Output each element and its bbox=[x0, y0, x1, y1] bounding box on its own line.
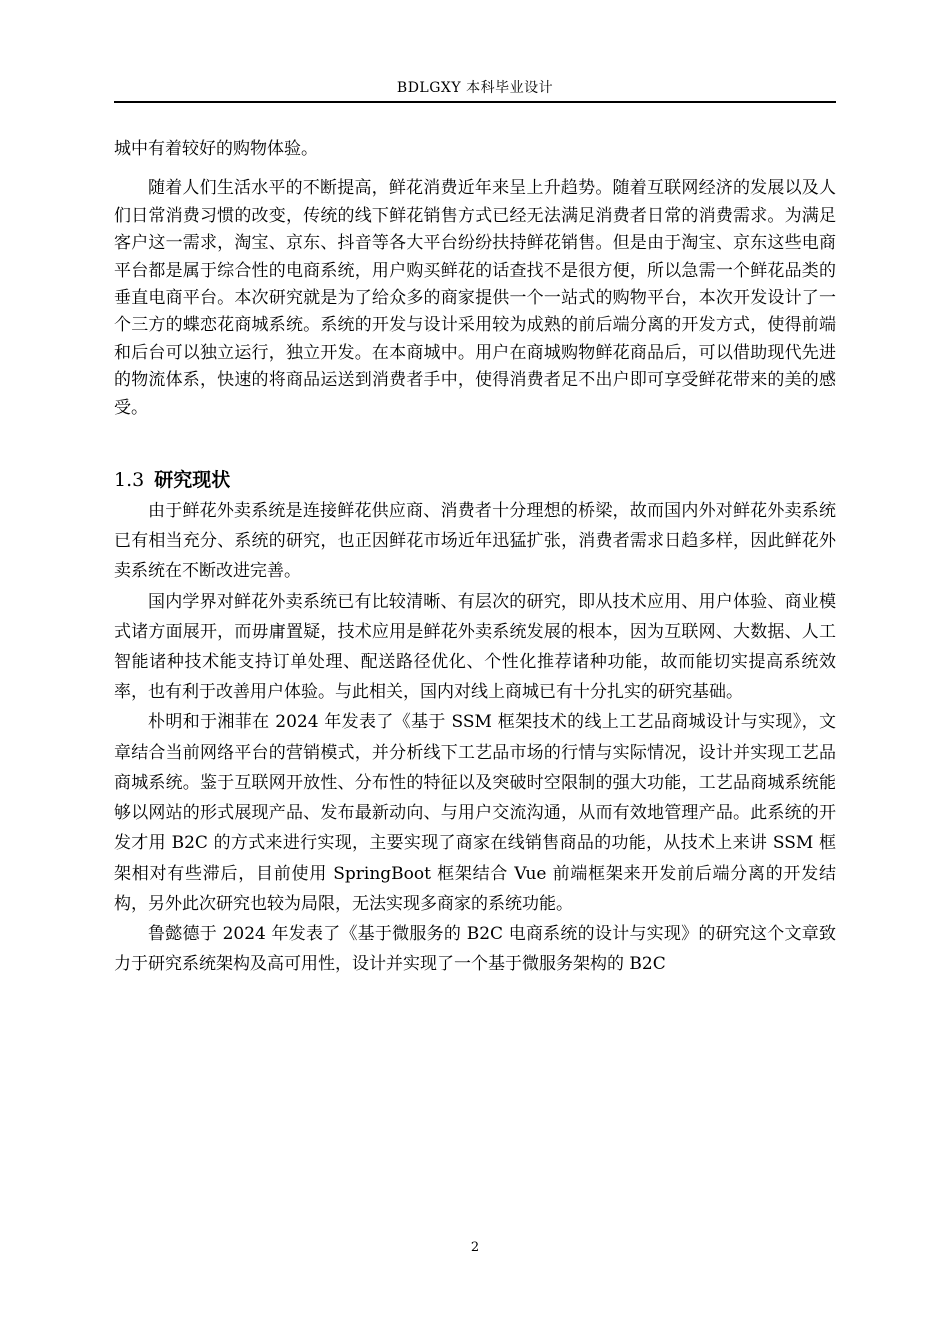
header-rule bbox=[114, 101, 836, 103]
paragraph: 朴明和于湘菲在 2024 年发表了《基于 SSM 框架技术的线上工艺品商城设计与实现》，文章结合当前网络平台的营销模式，并分析线下工艺品市场的行情与实际情况，设计并实现工艺品商城系统。鉴于互联网开放性、分布性的特征以及突破时空限制的强大功能，工艺品商城系统能够以网站的形式展现产品、发布最新动向、与用户交流沟通，从而有效地管理产品。此系统的开发才用 B2C 的方式来进行实现，主要实现了商家在线销售商品的功能，从技术上来讲 SSM 框架相对有些滞后，目前使用 SpringBoot 框架结合 Vue 前端框架来开发前后端分离的开发结构，另外此次研究也较为局限，无法实现多商家的系统功能。 bbox=[114, 712, 836, 914]
page-number: 2 bbox=[470, 1240, 480, 1255]
paragraph: 城中有着较好的购物体验。 bbox=[114, 139, 318, 159]
section-title: 研究现状 bbox=[154, 469, 231, 492]
section-heading bbox=[114, 468, 836, 496]
section-number: 1.3 bbox=[114, 469, 145, 492]
paragraph: 国内学界对鲜花外卖系统已有比较清晰、有层次的研究，即从技术应用、用户体验、商业模式诸方面展开，而毋庸置疑，技术应用是鲜花外卖系统发展的根本，因为互联网、大数据、人工智能诸种技术能支持订单处理、配送路径优化、个性化推荐诸种功能，故而能切实提高系统效率，也有利于改善用户体验。与此相关，国内对线上商城已有十分扎实的研究基础。 bbox=[114, 591, 836, 703]
paragraph: 由于鲜花外卖系统是连接鲜花供应商、消费者十分理想的桥梁，故而国内外对鲜花外卖系统已有相当充分、系统的研究，也正因鲜花市场近年迅猛扩张，消费者需求日趋多样，因此鲜花外卖系统在不断改进完善。 bbox=[114, 501, 836, 582]
running-header: BDLGXY 本科毕业设计 bbox=[396, 80, 554, 96]
paragraph: 随着人们生活水平的不断提高，鲜花消费近年来呈上升趋势。随着互联网经济的发展以及人们日常消费习惯的改变，传统的线下鲜花销售方式已经无法满足消费者日常的消费需求。为满足客户这一需求，淘宝、京东、抖音等各大平台纷纷扶持鲜花销售。但是由于淘宝、京东这些电商平台都是属于综合性的电商系统，用户购买鲜花的话查找不是很方便，所以急需一个鲜花品类的垂直电商平台。本次研究就是为了给众多的商家提供一个一站式的购物平台，本次开发设计了一个三方的蝶恋花商城系统。系统的开发与设计采用较为成熟的前后端分离的开发方式，使得前端和后台可以独立运行，独立开发。在本商城中。用户在商城购物鲜花商品后，可以借助现代先进的物流体系，快速的将商品运送到消费者手中，使得消费者足不出户即可享受鲜花带来的美的感受。 bbox=[114, 178, 836, 418]
body-text bbox=[114, 136, 836, 979]
paragraph: 鲁懿德于 2024 年发表了《基于微服务的 B2C 电商系统的设计与实现》的研究这个文章致力于研究系统架构及高可用性，设计并实现了一个基于微服务架构的 B2C bbox=[114, 923, 836, 975]
